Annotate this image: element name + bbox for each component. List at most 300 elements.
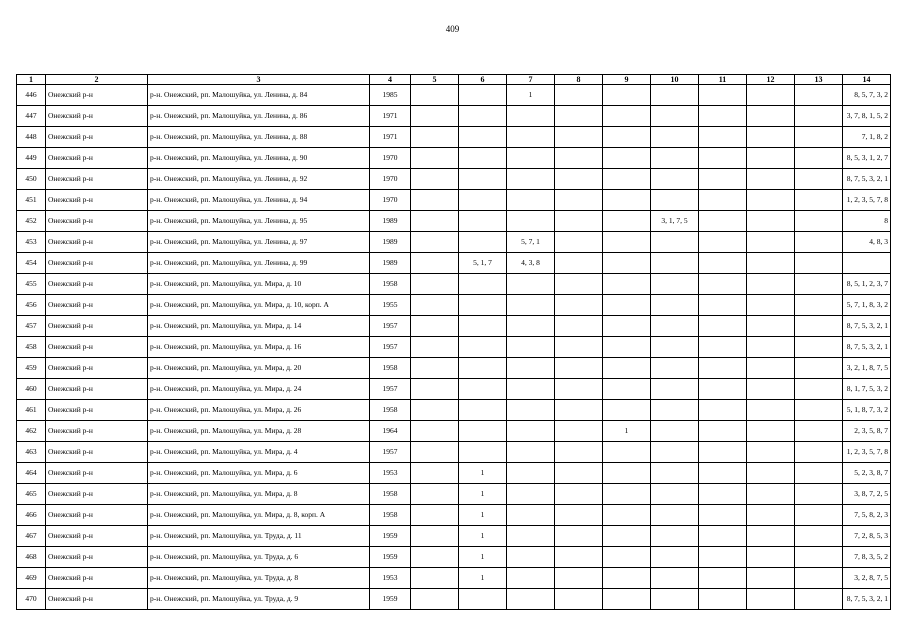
column-header-9: 9 [603, 75, 651, 85]
col-11-cell [699, 358, 747, 379]
year-cell: 1989 [370, 253, 411, 274]
col-10-cell [651, 127, 699, 148]
col-10-cell [651, 316, 699, 337]
col-9-cell [603, 106, 651, 127]
col-6-cell [459, 211, 507, 232]
district-cell: Онежский р-н [46, 484, 148, 505]
address-cell: р-н. Онежский, рп. Малошуйка, ул. Мира, д. 26 [148, 400, 370, 421]
address-cell: р-н. Онежский, рп. Малошуйка, ул. Труда, д. 8 [148, 568, 370, 589]
col-7-cell [507, 547, 555, 568]
col-7-cell [507, 442, 555, 463]
column-header-12: 12 [747, 75, 795, 85]
col-11-cell [699, 211, 747, 232]
col-7-cell [507, 568, 555, 589]
table-row [17, 547, 891, 568]
col-12-cell [747, 274, 795, 295]
col-11-cell [699, 589, 747, 610]
district-cell: Онежский р-н [46, 253, 148, 274]
col-10-cell [651, 358, 699, 379]
address-cell: р-н. Онежский, рп. Малошуйка, ул. Ленина, д. 88 [148, 127, 370, 148]
year-cell: 1970 [370, 169, 411, 190]
year-cell: 1985 [370, 85, 411, 106]
table-row [17, 295, 891, 316]
col-9-cell [603, 190, 651, 211]
col-13-cell [795, 358, 843, 379]
year-cell: 1958 [370, 274, 411, 295]
year-cell: 1955 [370, 295, 411, 316]
col-8-cell [555, 106, 603, 127]
district-cell: Онежский р-н [46, 169, 148, 190]
col-13-cell [795, 274, 843, 295]
district-cell: Онежский р-н [46, 106, 148, 127]
col-8-cell [555, 295, 603, 316]
col-11-cell [699, 463, 747, 484]
row-number-cell: 466 [17, 505, 46, 526]
col-6-cell [459, 421, 507, 442]
col-8-cell [555, 358, 603, 379]
col-11-cell [699, 232, 747, 253]
col-14-cell: 7, 5, 8, 2, 3 [843, 505, 891, 526]
col-7-cell: 4, 3, 8 [507, 253, 555, 274]
row-number-cell: 453 [17, 232, 46, 253]
col-10-cell [651, 589, 699, 610]
col-13-cell [795, 211, 843, 232]
row-number-cell: 457 [17, 316, 46, 337]
col-6-cell [459, 127, 507, 148]
district-cell: Онежский р-н [46, 358, 148, 379]
col-9-cell [603, 211, 651, 232]
col-14-cell: 8 [843, 211, 891, 232]
col-13-cell [795, 379, 843, 400]
address-cell: р-н. Онежский, рп. Малошуйка, ул. Мира, д. 6 [148, 463, 370, 484]
col-12-cell [747, 232, 795, 253]
col-9-cell [603, 274, 651, 295]
col-10-cell [651, 106, 699, 127]
col-12-cell [747, 211, 795, 232]
col-11-cell [699, 442, 747, 463]
col-5-cell [411, 127, 459, 148]
col-8-cell [555, 463, 603, 484]
col-9-cell [603, 295, 651, 316]
address-cell: р-н. Онежский, рп. Малошуйка, ул. Мира, д. 10 [148, 274, 370, 295]
col-11-cell [699, 379, 747, 400]
district-cell: Онежский р-н [46, 232, 148, 253]
district-cell: Онежский р-н [46, 526, 148, 547]
col-6-cell: 1 [459, 484, 507, 505]
address-cell: р-н. Онежский, рп. Малошуйка, ул. Ленина, д. 95 [148, 211, 370, 232]
col-12-cell [747, 463, 795, 484]
col-11-cell [699, 85, 747, 106]
col-11-cell [699, 484, 747, 505]
col-7-cell [507, 337, 555, 358]
row-number-cell: 470 [17, 589, 46, 610]
year-cell: 1958 [370, 358, 411, 379]
table-row [17, 169, 891, 190]
col-14-cell: 8, 7, 5, 3, 2, 1 [843, 169, 891, 190]
col-12-cell [747, 127, 795, 148]
col-14-cell: 7, 8, 3, 5, 2 [843, 547, 891, 568]
col-12-cell [747, 547, 795, 568]
col-10-cell [651, 85, 699, 106]
col-10-cell [651, 232, 699, 253]
col-12-cell [747, 421, 795, 442]
col-5-cell [411, 295, 459, 316]
col-5-cell [411, 484, 459, 505]
col-9-cell [603, 505, 651, 526]
col-7-cell [507, 127, 555, 148]
district-cell: Онежский р-н [46, 127, 148, 148]
table-row [17, 568, 891, 589]
col-10-cell [651, 148, 699, 169]
col-13-cell [795, 127, 843, 148]
row-number-cell: 452 [17, 211, 46, 232]
col-10-cell [651, 253, 699, 274]
col-9-cell [603, 400, 651, 421]
col-13-cell [795, 169, 843, 190]
col-6-cell [459, 358, 507, 379]
year-cell: 1959 [370, 547, 411, 568]
table-row [17, 421, 891, 442]
col-7-cell [507, 358, 555, 379]
col-6-cell [459, 232, 507, 253]
col-8-cell [555, 400, 603, 421]
col-12-cell [747, 337, 795, 358]
address-cell: р-н. Онежский, рп. Малошуйка, ул. Мира, д. 20 [148, 358, 370, 379]
col-5-cell [411, 190, 459, 211]
row-number-cell: 449 [17, 148, 46, 169]
year-cell: 1958 [370, 484, 411, 505]
page-number: 409 [445, 24, 460, 34]
row-number-cell: 460 [17, 379, 46, 400]
col-5-cell [411, 274, 459, 295]
col-8-cell [555, 148, 603, 169]
col-5-cell [411, 400, 459, 421]
address-cell: р-н. Онежский, рп. Малошуйка, ул. Ленина, д. 90 [148, 148, 370, 169]
col-6-cell: 1 [459, 505, 507, 526]
col-8-cell [555, 232, 603, 253]
col-13-cell [795, 442, 843, 463]
row-number-cell: 451 [17, 190, 46, 211]
col-11-cell [699, 253, 747, 274]
col-12-cell [747, 106, 795, 127]
col-13-cell [795, 253, 843, 274]
col-6-cell [459, 274, 507, 295]
col-7-cell [507, 190, 555, 211]
col-8-cell [555, 337, 603, 358]
col-6-cell [459, 106, 507, 127]
col-7-cell [507, 484, 555, 505]
row-number-cell: 448 [17, 127, 46, 148]
address-cell: р-н. Онежский, рп. Малошуйка, ул. Мира, д. 4 [148, 442, 370, 463]
col-7-cell [507, 379, 555, 400]
col-7-cell [507, 505, 555, 526]
row-number-cell: 454 [17, 253, 46, 274]
column-header-6: 6 [459, 75, 507, 85]
year-cell: 1953 [370, 568, 411, 589]
col-11-cell [699, 526, 747, 547]
col-10-cell [651, 379, 699, 400]
district-cell: Онежский р-н [46, 85, 148, 106]
row-number-cell: 464 [17, 463, 46, 484]
col-8-cell [555, 547, 603, 568]
col-9-cell [603, 358, 651, 379]
district-cell: Онежский р-н [46, 190, 148, 211]
col-14-cell: 3, 2, 8, 7, 5 [843, 568, 891, 589]
col-8-cell [555, 505, 603, 526]
col-12-cell [747, 169, 795, 190]
col-7-cell [507, 526, 555, 547]
column-header-11: 11 [699, 75, 747, 85]
col-11-cell [699, 295, 747, 316]
col-5-cell [411, 169, 459, 190]
table-row [17, 400, 891, 421]
table-row [17, 148, 891, 169]
col-13-cell [795, 232, 843, 253]
year-cell: 1953 [370, 463, 411, 484]
column-header-14: 14 [843, 75, 891, 85]
district-cell: Онежский р-н [46, 211, 148, 232]
district-cell: Онежский р-н [46, 589, 148, 610]
col-13-cell [795, 106, 843, 127]
year-cell: 1958 [370, 400, 411, 421]
col-12-cell [747, 400, 795, 421]
col-12-cell [747, 568, 795, 589]
col-6-cell [459, 589, 507, 610]
col-7-cell [507, 421, 555, 442]
col-10-cell: 3, 1, 7, 5 [651, 211, 699, 232]
table-row [17, 337, 891, 358]
address-cell: р-н. Онежский, рп. Малошуйка, ул. Мира, д. 14 [148, 316, 370, 337]
address-cell: р-н. Онежский, рп. Малошуйка, ул. Труда, д. 11 [148, 526, 370, 547]
table-row [17, 232, 891, 253]
col-9-cell: 1 [603, 421, 651, 442]
col-13-cell [795, 148, 843, 169]
col-14-cell: 2, 3, 5, 8, 7 [843, 421, 891, 442]
address-cell: р-н. Онежский, рп. Малошуйка, ул. Ленина, д. 84 [148, 85, 370, 106]
column-header-4: 4 [370, 75, 411, 85]
col-14-cell [843, 253, 891, 274]
col-8-cell [555, 316, 603, 337]
year-cell: 1959 [370, 589, 411, 610]
col-6-cell [459, 148, 507, 169]
row-number-cell: 450 [17, 169, 46, 190]
col-5-cell [411, 463, 459, 484]
col-11-cell [699, 127, 747, 148]
col-14-cell: 8, 7, 5, 3, 2, 1 [843, 337, 891, 358]
col-10-cell [651, 190, 699, 211]
column-header-1: 1 [17, 75, 46, 85]
year-cell: 1957 [370, 316, 411, 337]
address-cell: р-н. Онежский, рп. Малошуйка, ул. Ленина, д. 92 [148, 169, 370, 190]
col-5-cell [411, 589, 459, 610]
col-7-cell [507, 274, 555, 295]
col-9-cell [603, 589, 651, 610]
col-12-cell [747, 85, 795, 106]
col-10-cell [651, 505, 699, 526]
col-9-cell [603, 526, 651, 547]
col-9-cell [603, 568, 651, 589]
col-12-cell [747, 295, 795, 316]
year-cell: 1971 [370, 106, 411, 127]
row-number-cell: 456 [17, 295, 46, 316]
row-number-cell: 469 [17, 568, 46, 589]
col-6-cell [459, 295, 507, 316]
year-cell: 1957 [370, 442, 411, 463]
col-13-cell [795, 316, 843, 337]
col-10-cell [651, 421, 699, 442]
row-number-cell: 468 [17, 547, 46, 568]
district-cell: Онежский р-н [46, 547, 148, 568]
col-7-cell: 1 [507, 85, 555, 106]
col-6-cell: 1 [459, 463, 507, 484]
year-cell: 1957 [370, 337, 411, 358]
col-10-cell [651, 484, 699, 505]
col-10-cell [651, 568, 699, 589]
district-cell: Онежский р-н [46, 295, 148, 316]
col-14-cell: 3, 8, 7, 2, 5 [843, 484, 891, 505]
col-10-cell [651, 295, 699, 316]
district-cell: Онежский р-н [46, 148, 148, 169]
col-5-cell [411, 253, 459, 274]
district-cell: Онежский р-н [46, 274, 148, 295]
col-7-cell [507, 148, 555, 169]
col-12-cell [747, 505, 795, 526]
col-14-cell: 8, 7, 5, 3, 2, 1 [843, 589, 891, 610]
col-8-cell [555, 421, 603, 442]
col-8-cell [555, 85, 603, 106]
col-9-cell [603, 127, 651, 148]
row-number-cell: 447 [17, 106, 46, 127]
col-9-cell [603, 85, 651, 106]
address-cell: р-н. Онежский, рп. Малошуйка, ул. Мира, д. 16 [148, 337, 370, 358]
table-row [17, 190, 891, 211]
col-5-cell [411, 526, 459, 547]
col-13-cell [795, 568, 843, 589]
col-10-cell [651, 442, 699, 463]
table-row [17, 589, 891, 610]
col-9-cell [603, 169, 651, 190]
col-5-cell [411, 337, 459, 358]
col-10-cell [651, 526, 699, 547]
col-8-cell [555, 526, 603, 547]
header-row [17, 75, 891, 85]
col-6-cell [459, 442, 507, 463]
col-12-cell [747, 148, 795, 169]
district-cell: Онежский р-н [46, 337, 148, 358]
table-row [17, 358, 891, 379]
col-7-cell [507, 316, 555, 337]
col-7-cell: 5, 7, 1 [507, 232, 555, 253]
district-cell: Онежский р-н [46, 463, 148, 484]
col-14-cell: 1, 2, 3, 5, 7, 8 [843, 442, 891, 463]
col-9-cell [603, 442, 651, 463]
col-5-cell [411, 211, 459, 232]
col-9-cell [603, 337, 651, 358]
row-number-cell: 462 [17, 421, 46, 442]
year-cell: 1964 [370, 421, 411, 442]
col-5-cell [411, 316, 459, 337]
column-header-13: 13 [795, 75, 843, 85]
col-14-cell: 8, 5, 7, 3, 2 [843, 85, 891, 106]
col-13-cell [795, 463, 843, 484]
column-header-5: 5 [411, 75, 459, 85]
district-cell: Онежский р-н [46, 568, 148, 589]
year-cell: 1989 [370, 211, 411, 232]
col-11-cell [699, 568, 747, 589]
table-row [17, 316, 891, 337]
table-row [17, 442, 891, 463]
col-5-cell [411, 505, 459, 526]
column-header-8: 8 [555, 75, 603, 85]
year-cell: 1957 [370, 379, 411, 400]
col-5-cell [411, 106, 459, 127]
col-12-cell [747, 253, 795, 274]
col-12-cell [747, 358, 795, 379]
address-cell: р-н. Онежский, рп. Малошуйка, ул. Мира, д. 10, корп. А [148, 295, 370, 316]
col-11-cell [699, 316, 747, 337]
col-6-cell [459, 190, 507, 211]
col-13-cell [795, 421, 843, 442]
col-6-cell: 1 [459, 568, 507, 589]
row-number-cell: 455 [17, 274, 46, 295]
col-7-cell [507, 106, 555, 127]
table-body [17, 85, 891, 610]
col-10-cell [651, 337, 699, 358]
col-10-cell [651, 400, 699, 421]
col-14-cell: 4, 8, 3 [843, 232, 891, 253]
col-7-cell [507, 169, 555, 190]
col-13-cell [795, 505, 843, 526]
col-14-cell: 7, 2, 8, 5, 3 [843, 526, 891, 547]
table-row [17, 127, 891, 148]
year-cell: 1971 [370, 127, 411, 148]
col-6-cell [459, 316, 507, 337]
table-row [17, 526, 891, 547]
col-13-cell [795, 400, 843, 421]
col-5-cell [411, 421, 459, 442]
col-9-cell [603, 379, 651, 400]
col-11-cell [699, 190, 747, 211]
address-cell: р-н. Онежский, рп. Малошуйка, ул. Труда, д. 6 [148, 547, 370, 568]
col-11-cell [699, 400, 747, 421]
col-12-cell [747, 442, 795, 463]
col-9-cell [603, 148, 651, 169]
col-5-cell [411, 232, 459, 253]
col-13-cell [795, 337, 843, 358]
table-row [17, 85, 891, 106]
column-header-3: 3 [148, 75, 370, 85]
table-row [17, 484, 891, 505]
col-9-cell [603, 547, 651, 568]
col-7-cell [507, 463, 555, 484]
row-number-cell: 446 [17, 85, 46, 106]
col-14-cell: 5, 2, 3, 8, 7 [843, 463, 891, 484]
col-5-cell [411, 442, 459, 463]
col-5-cell [411, 568, 459, 589]
row-number-cell: 461 [17, 400, 46, 421]
col-14-cell: 3, 2, 1, 8, 7, 5 [843, 358, 891, 379]
col-7-cell [507, 589, 555, 610]
col-8-cell [555, 211, 603, 232]
col-12-cell [747, 589, 795, 610]
col-13-cell [795, 295, 843, 316]
address-cell: р-н. Онежский, рп. Малошуйка, ул. Мира, д. 8 [148, 484, 370, 505]
district-cell: Онежский р-н [46, 421, 148, 442]
col-8-cell [555, 127, 603, 148]
col-8-cell [555, 169, 603, 190]
address-cell: р-н. Онежский, рп. Малошуйка, ул. Ленина, д. 94 [148, 190, 370, 211]
col-11-cell [699, 148, 747, 169]
